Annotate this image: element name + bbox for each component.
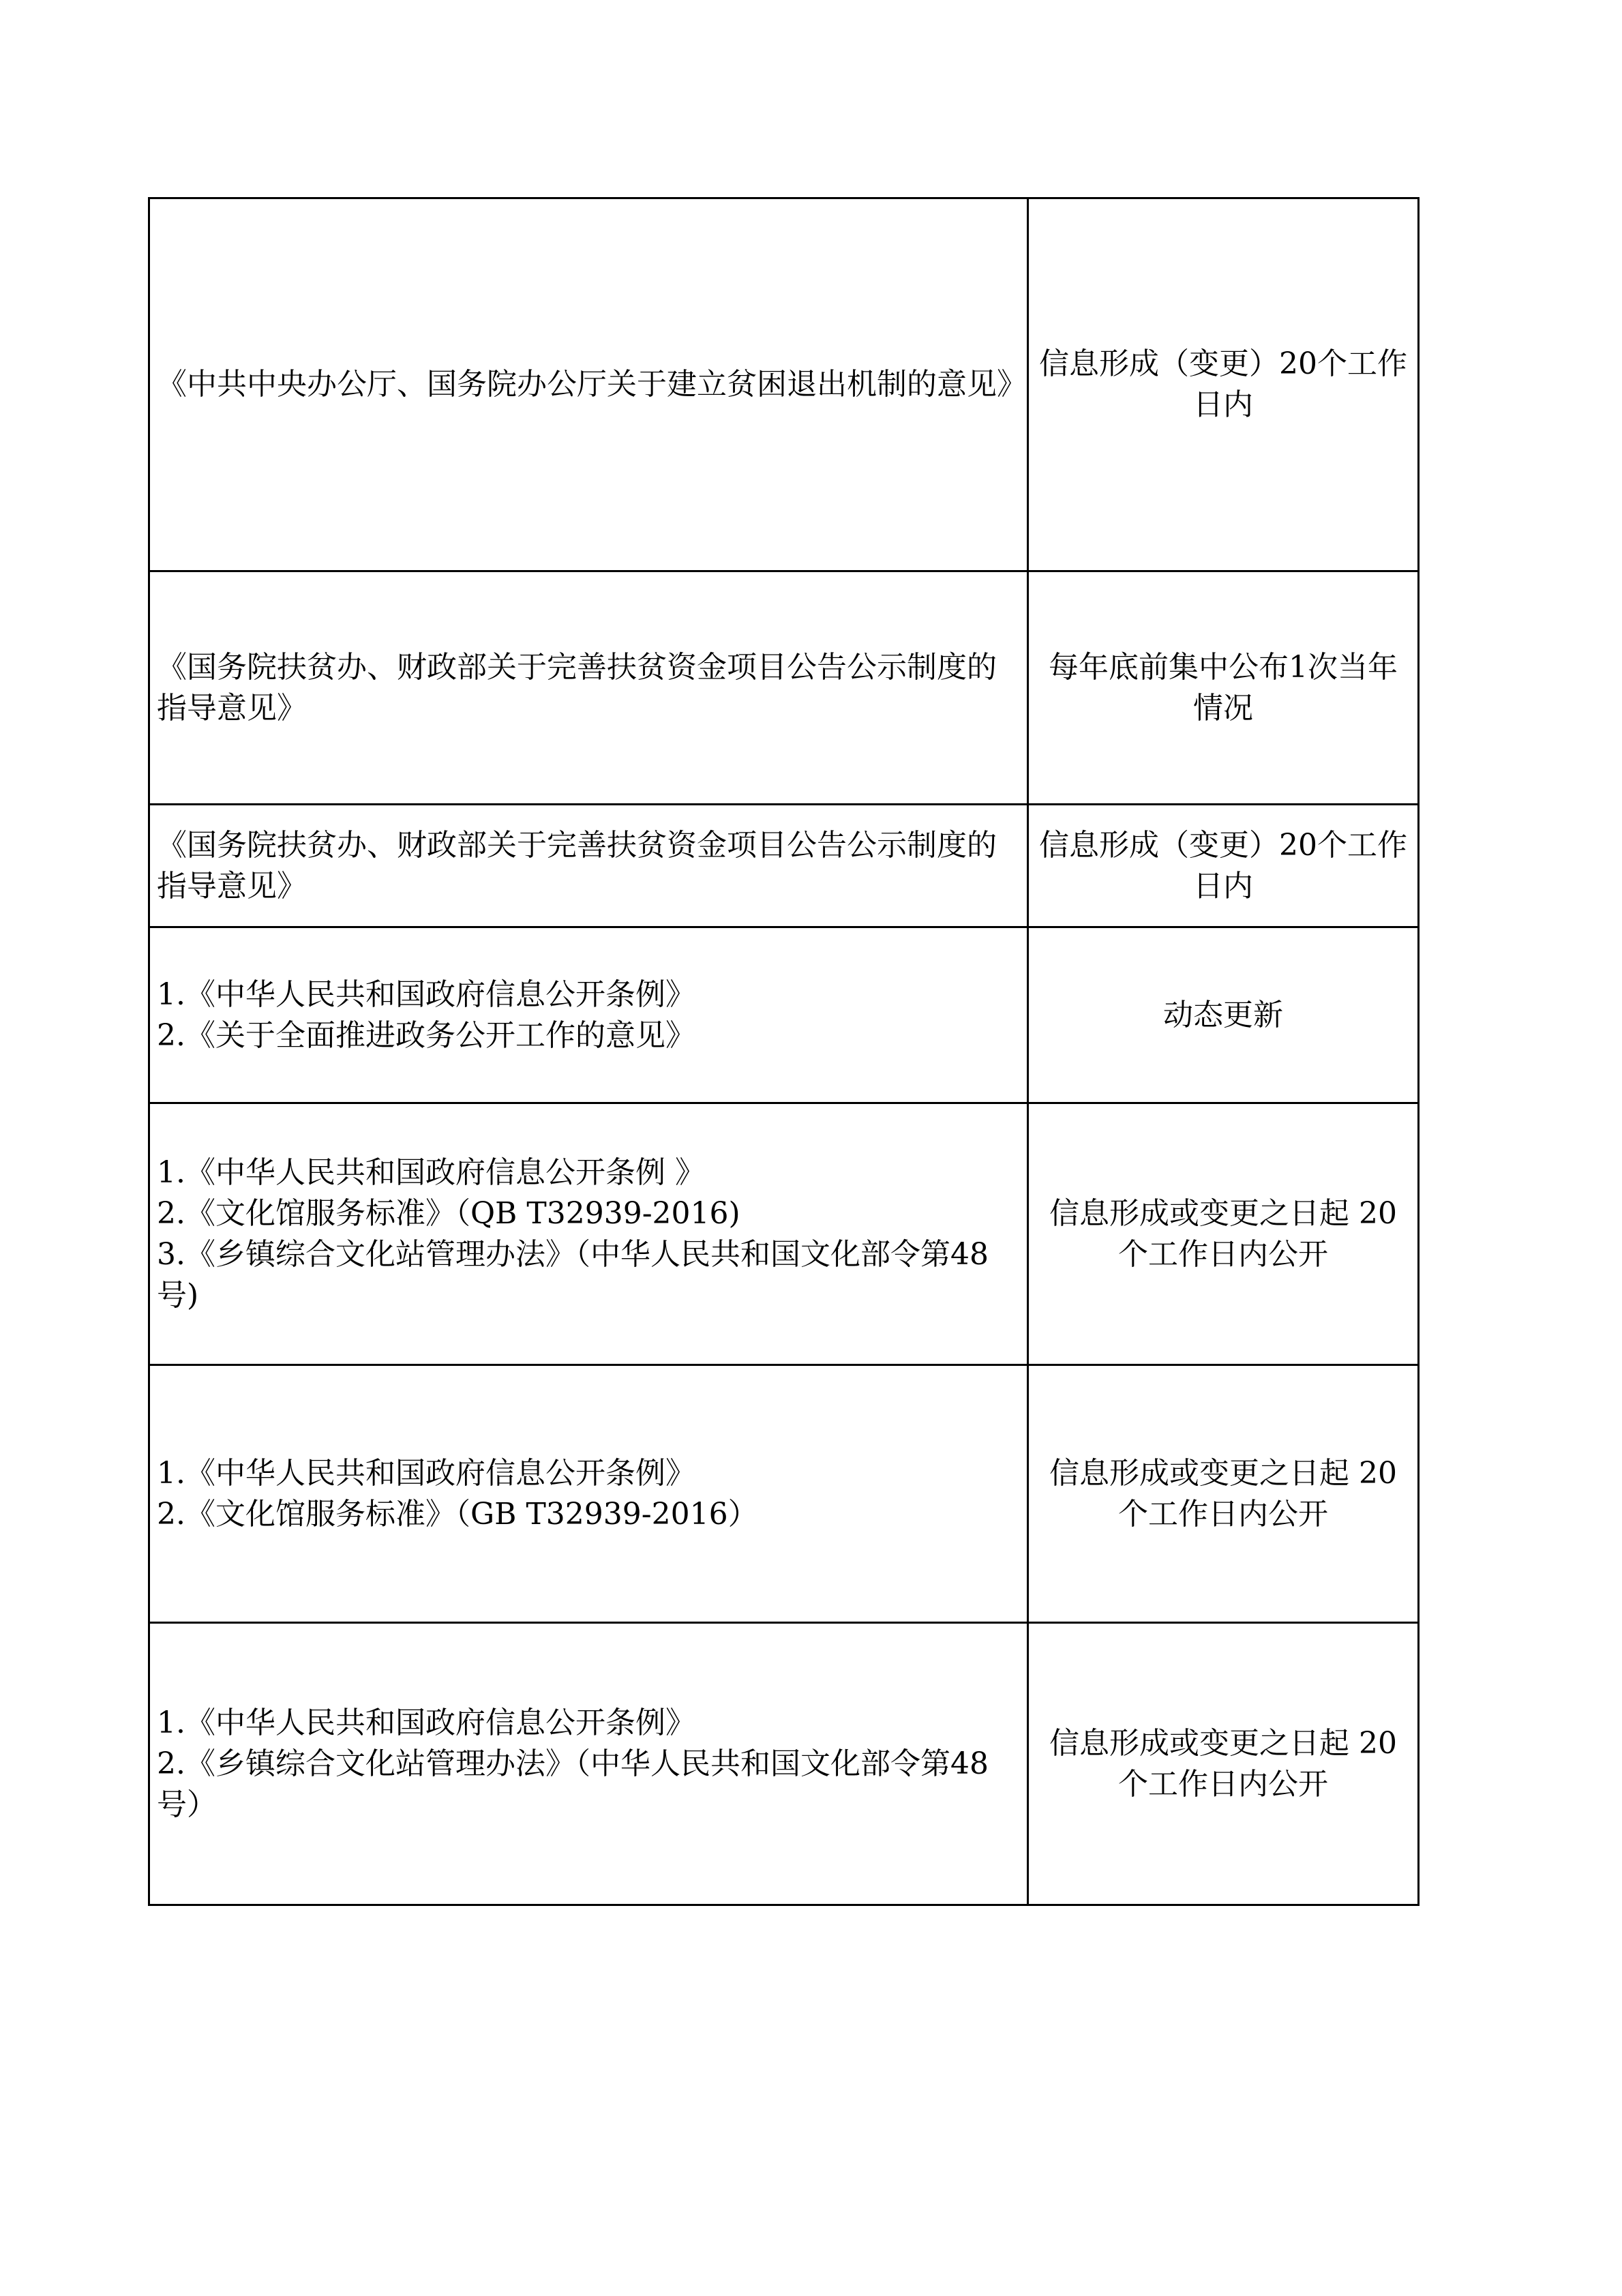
table-row (149, 1365, 1419, 1623)
time-cell (1028, 198, 1419, 571)
table-row (149, 571, 1419, 805)
time-cell (1028, 1103, 1419, 1365)
basis-text: 《国务院扶贫办、财政部关于完善扶贫资金项目公告公示制度的指导意见》 (157, 649, 997, 726)
time-text: 信息形成或变更之日起 20个工作日内公开 (1049, 1195, 1397, 1272)
basis-text: 2.《乡镇综合文化站管理办法》（中华人民共和国文化部令第48号） (157, 1746, 989, 1822)
basis-text: 2.《文化馆服务标准》（GB T32939-2016） (157, 1496, 758, 1532)
time-cell (1028, 927, 1419, 1103)
basis-cell (149, 198, 1028, 571)
basis-text: 2.《文化馆服务标准》（QB T32939-2016) (157, 1195, 740, 1231)
basis-text: 1.《中华人民共和国政府信息公开条例》 (157, 976, 695, 1012)
basis-cell (149, 1365, 1028, 1623)
time-text: 动态更新 (1163, 997, 1283, 1032)
time-text: 信息形成或变更之日起 20个工作日内公开 (1049, 1725, 1397, 1802)
basis-cell (149, 571, 1028, 805)
table-row (149, 805, 1419, 927)
table-row (149, 1103, 1419, 1365)
basis-text: 2.《关于全面推进政务公开工作的意见》 (157, 1017, 695, 1053)
table-row (149, 198, 1419, 571)
basis-text: 1.《中华人民共和国政府信息公开条例 》 (157, 1154, 705, 1190)
table-row (149, 927, 1419, 1103)
time-text: 信息形成（变更）20个工作日内 (1039, 346, 1407, 422)
disclosure-table (148, 197, 1420, 1906)
time-text: 信息形成或变更之日起 20个工作日内公开 (1049, 1455, 1397, 1532)
basis-text: 《国务院扶贫办、财政部关于完善扶贫资金项目公告公示制度的指导意见》 (157, 827, 997, 904)
time-text: 信息形成（变更）20个工作日内 (1039, 827, 1407, 904)
basis-text: 1.《中华人民共和国政府信息公开条例》 (157, 1455, 695, 1491)
basis-text: 《中共中央办公厅、国务院办公厅关于建立贫困退出机制的意见》 (157, 367, 1027, 402)
basis-text: 3.《乡镇综合文化站管理办法》（中华人民共和国文化部令第48号) (157, 1236, 989, 1313)
basis-cell (149, 927, 1028, 1103)
time-cell (1028, 805, 1419, 927)
time-text: 每年底前集中公布1次当年情况 (1049, 649, 1398, 726)
table-row (149, 1623, 1419, 1905)
basis-cell (149, 805, 1028, 927)
basis-cell (149, 1103, 1028, 1365)
basis-cell (149, 1623, 1028, 1905)
time-cell (1028, 1365, 1419, 1623)
time-cell (1028, 571, 1419, 805)
basis-text: 1.《中华人民共和国政府信息公开条例》 (157, 1705, 695, 1740)
time-cell (1028, 1623, 1419, 1905)
